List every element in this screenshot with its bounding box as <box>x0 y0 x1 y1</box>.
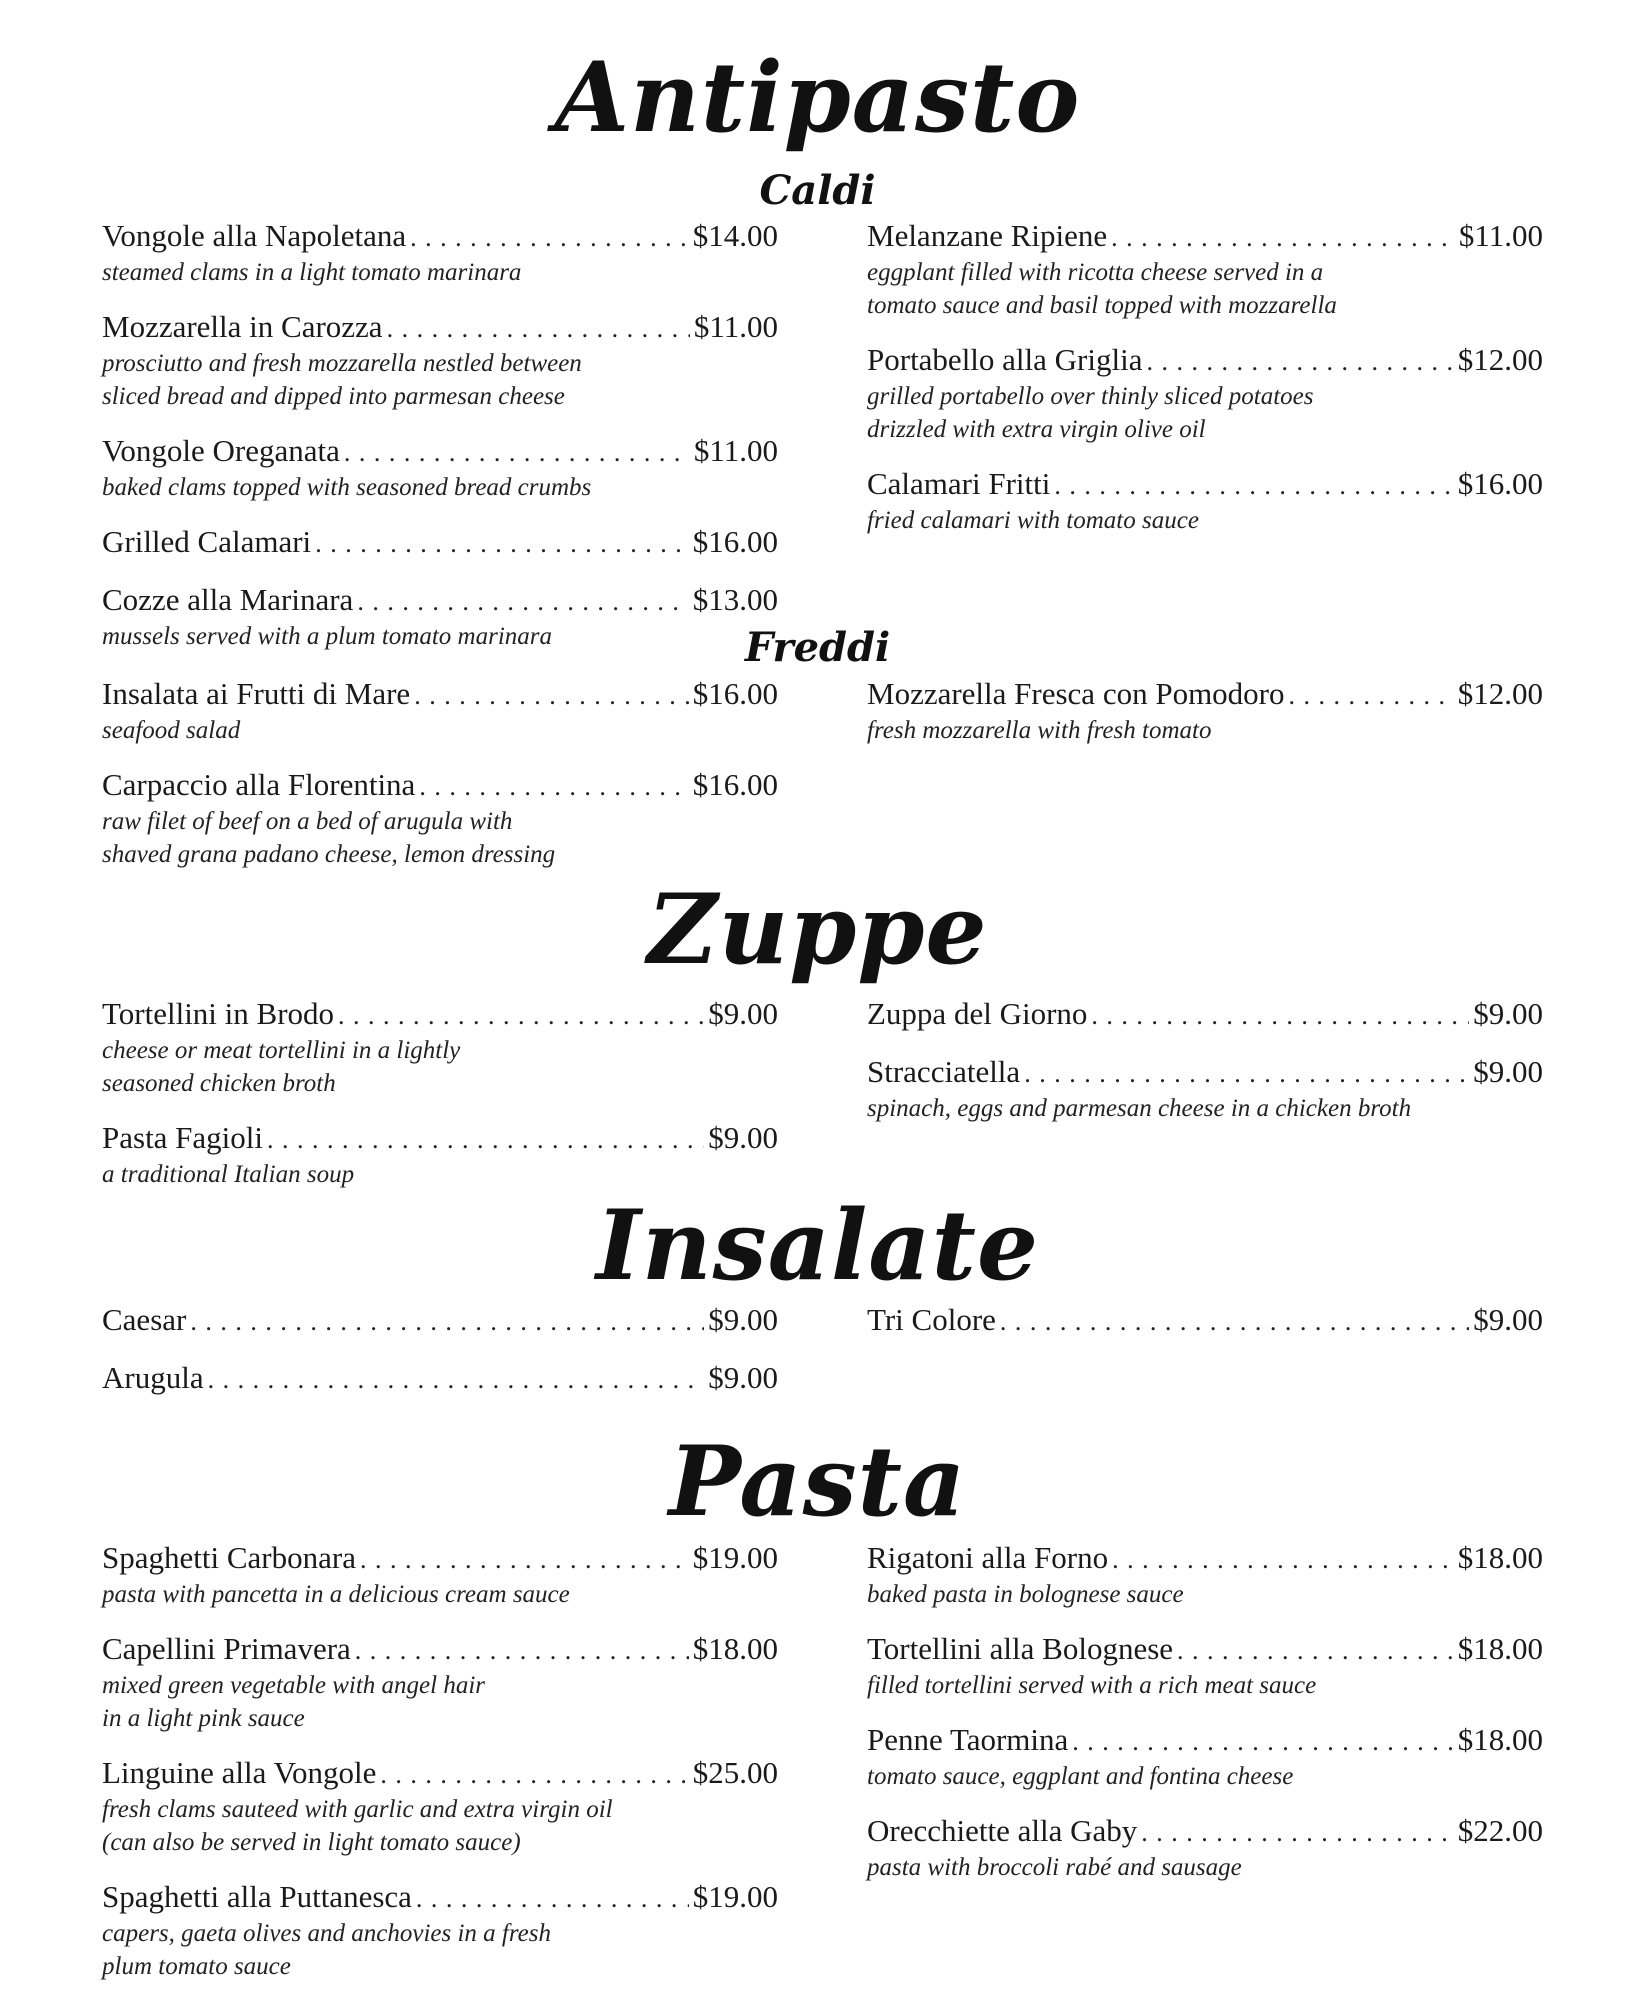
menu-item <box>867 1631 1543 1702</box>
menu-item-description: cheese or meat tortellini in a lightly <box>102 1037 461 1064</box>
menu-item-price: $9.00 <box>708 1360 778 1395</box>
menu-item-description: a traditional Italian soup <box>102 1161 355 1188</box>
menu-item <box>102 996 778 1100</box>
menu-item <box>867 466 1543 537</box>
menu-item <box>102 676 778 747</box>
menu-item-line <box>102 582 778 620</box>
menu-item <box>102 1120 778 1191</box>
menu-item-line <box>102 1631 778 1669</box>
menu-item-line <box>102 309 778 347</box>
menu-item-price: $16.00 <box>692 676 778 711</box>
menu-item-price: $18.00 <box>1457 1722 1543 1757</box>
menu-item-description: plum tomato sauce <box>102 1953 291 1980</box>
menu-item-price: $9.00 <box>1473 996 1543 1031</box>
menu-item <box>102 1879 778 1983</box>
menu-item-line <box>867 218 1543 256</box>
menu-item-line <box>102 1540 778 1578</box>
menu-item-price: $19.00 <box>692 1540 778 1575</box>
menu-item-name: Portabello alla Griglia <box>867 342 1143 377</box>
menu-item-price: $9.00 <box>708 996 778 1031</box>
dot-leader <box>1024 1054 1469 1092</box>
dot-leader <box>419 767 688 805</box>
menu-item-price: $16.00 <box>1457 466 1543 501</box>
menu-item-description: fried calamari with tomato sauce <box>867 507 1199 534</box>
menu-item-description: seafood salad <box>102 717 241 744</box>
menu-item <box>867 342 1543 446</box>
menu-item-name: Grilled Calamari <box>102 524 312 559</box>
menu-item-price: $9.00 <box>1473 1302 1543 1337</box>
menu-item-name: Tri Colore <box>867 1302 996 1337</box>
menu-item-price: $12.00 <box>1457 676 1543 711</box>
menu-item-line <box>867 996 1543 1034</box>
menu-item-description: drizzled with extra virgin olive oil <box>867 416 1206 443</box>
freddi-subtitle: Freddi <box>744 624 891 671</box>
menu-item-name: Linguine alla Vongole <box>102 1755 377 1790</box>
menu-item-line <box>102 996 778 1034</box>
freddi-right-column <box>867 676 1543 767</box>
menu-item-line <box>867 1540 1543 1578</box>
dot-leader <box>414 676 689 714</box>
menu-item-line <box>102 676 778 714</box>
menu-item-description: steamed clams in a light tomato marinara <box>102 259 522 286</box>
pasta-title: Pasta <box>668 1425 967 1538</box>
menu-item <box>867 1722 1543 1793</box>
menu-item-description: grilled portabello over thinly sliced potatoes <box>867 383 1314 410</box>
menu-item-description: shaved grana padano cheese, lemon dressing <box>102 841 556 868</box>
menu-item <box>867 676 1543 747</box>
menu-item <box>102 1360 778 1398</box>
menu-item-name: Arugula <box>102 1360 204 1395</box>
menu-item <box>867 1540 1543 1611</box>
menu-item <box>867 1813 1543 1884</box>
menu-item-price: $18.00 <box>1457 1540 1543 1575</box>
menu-item-description: fresh clams sauteed with garlic and extra virgin oil <box>102 1796 613 1823</box>
menu-item-name: Melanzane Ripiene <box>867 218 1108 253</box>
menu-item-description: mixed green vegetable with angel hair <box>102 1672 485 1699</box>
menu-item-description: spinach, eggs and parmesan cheese in a chicken broth <box>867 1095 1412 1122</box>
menu-item-price: $18.00 <box>1457 1631 1543 1666</box>
menu-item-name: Vongole Oreganata <box>102 433 340 468</box>
antipasto-title: Antipasto <box>554 41 1081 154</box>
pasta-right-column <box>867 1540 1543 1904</box>
menu-item <box>102 767 778 871</box>
caldi-left-column <box>102 218 778 673</box>
menu-item-name: Capellini Primavera <box>102 1631 351 1666</box>
menu-item <box>102 524 778 562</box>
dot-leader <box>190 1302 704 1340</box>
menu-item <box>867 1054 1543 1125</box>
menu-item-description: in a light pink sauce <box>102 1705 305 1732</box>
dot-leader <box>1177 1631 1454 1669</box>
caldi-right-column <box>867 218 1543 557</box>
menu-item-description: filled tortellini served with a rich meat sauce <box>867 1672 1317 1699</box>
zuppe-title: Zuppe <box>647 873 988 986</box>
menu-item-description: prosciutto and fresh mozzarella nestled between <box>102 350 582 377</box>
menu-item <box>867 1302 1543 1340</box>
menu-item-price: $9.00 <box>708 1120 778 1155</box>
menu-item-description: baked clams topped with seasoned bread crumbs <box>102 474 592 501</box>
menu-item <box>102 1755 778 1859</box>
menu-item-name: Rigatoni alla Forno <box>867 1540 1109 1575</box>
menu-item-name: Pasta Fagioli <box>102 1120 264 1155</box>
menu-item-price: $18.00 <box>692 1631 778 1666</box>
menu-item-name: Caesar <box>102 1302 187 1337</box>
menu-item-description: baked pasta in bolognese sauce <box>867 1581 1184 1608</box>
menu-item-line <box>102 1755 778 1793</box>
menu-item-line <box>867 1054 1543 1092</box>
menu-item-description: capers, gaeta olives and anchovies in a fresh <box>102 1920 551 1947</box>
dot-leader <box>344 433 690 471</box>
menu-item-price: $11.00 <box>693 433 778 468</box>
menu-item <box>102 218 778 289</box>
menu-item-name: Stracciatella <box>867 1054 1021 1089</box>
menu-item-description: (can also be served in light tomato sauce) <box>102 1829 521 1856</box>
caldi-subtitle: Caldi <box>759 167 876 214</box>
menu-item-description: pasta with pancetta in a delicious cream sauce <box>102 1581 570 1608</box>
insalate-left-column <box>102 1302 778 1418</box>
dot-leader <box>1091 996 1469 1034</box>
menu-item-price: $14.00 <box>692 218 778 253</box>
menu-item-description: mussels served with a plum tomato marinara <box>102 623 552 650</box>
menu-item-description: tomato sauce, eggplant and fontina cheese <box>867 1763 1294 1790</box>
menu-item-line <box>102 1120 778 1158</box>
menu-item-name: Insalata ai Frutti di Mare <box>102 676 411 711</box>
menu-item-price: $16.00 <box>692 524 778 559</box>
dot-leader <box>267 1120 704 1158</box>
menu-item-name: Orecchiette alla Gaby <box>867 1813 1138 1848</box>
menu-item-line <box>102 433 778 471</box>
menu-item-name: Vongole alla Napoletana <box>102 218 407 253</box>
dot-leader <box>1111 218 1455 256</box>
menu-item-name: Calamari Fritti <box>867 466 1051 501</box>
menu-item-price: $11.00 <box>1458 218 1543 253</box>
menu-item-name: Carpaccio alla Florentina <box>102 767 416 802</box>
dot-leader <box>1072 1722 1453 1760</box>
menu-item-price: $11.00 <box>693 309 778 344</box>
menu-item-line <box>102 1879 778 1917</box>
menu-item-line <box>102 1302 778 1340</box>
dot-leader <box>357 582 688 620</box>
menu-item <box>867 218 1543 322</box>
menu-item-name: Penne Taormina <box>867 1722 1069 1757</box>
menu-item <box>102 1631 778 1735</box>
menu-item-price: $16.00 <box>692 767 778 802</box>
dot-leader <box>1146 342 1453 380</box>
menu-item-description: tomato sauce and basil topped with mozzarella <box>867 292 1337 319</box>
menu-item-description: raw filet of beef on a bed of arugula with <box>102 808 513 835</box>
menu-item-description: pasta with broccoli rabé and sausage <box>867 1854 1242 1881</box>
menu-item-line <box>867 1302 1543 1340</box>
menu-item-name: Cozze alla Marinara <box>102 582 354 617</box>
dot-leader <box>360 1540 689 1578</box>
dot-leader <box>380 1755 688 1793</box>
menu-item-price: $22.00 <box>1457 1813 1543 1848</box>
menu-item <box>867 996 1543 1034</box>
menu-item-name: Tortellini alla Bolognese <box>867 1631 1174 1666</box>
menu-item <box>102 1302 778 1340</box>
insalate-title: Insalate <box>595 1189 1040 1302</box>
menu-item-name: Mozzarella in Carozza <box>102 309 383 344</box>
dot-leader <box>208 1360 705 1398</box>
freddi-left-column <box>102 676 778 891</box>
menu-item-name: Spaghetti alla Puttanesca <box>102 1879 412 1914</box>
menu-item-line <box>102 524 778 562</box>
menu-item-name: Zuppa del Giorno <box>867 996 1088 1031</box>
menu-item-name: Tortellini in Brodo <box>102 996 335 1031</box>
menu-item-line <box>867 1813 1543 1851</box>
menu-item-description: fresh mozzarella with fresh tomato <box>867 717 1212 744</box>
menu-item-price: $13.00 <box>692 582 778 617</box>
menu-item-price: $12.00 <box>1457 342 1543 377</box>
menu-item-price: $25.00 <box>692 1755 778 1790</box>
menu-item-price: $19.00 <box>692 1879 778 1914</box>
menu-item-line <box>867 1631 1543 1669</box>
zuppe-right-column <box>867 996 1543 1145</box>
pasta-left-column <box>102 1540 778 2003</box>
zuppe-left-column <box>102 996 778 1211</box>
menu-item-line <box>867 466 1543 504</box>
dot-leader <box>1289 676 1454 714</box>
menu-item-description: sliced bread and dipped into parmesan cheese <box>102 383 565 410</box>
dot-leader <box>315 524 689 562</box>
menu-item-line <box>102 218 778 256</box>
menu-item-name: Mozzarella Fresca con Pomodoro <box>867 676 1285 711</box>
menu-item-price: $9.00 <box>708 1302 778 1337</box>
menu-item-price: $9.00 <box>1473 1054 1543 1089</box>
dot-leader <box>1054 466 1453 504</box>
dot-leader <box>1112 1540 1454 1578</box>
dot-leader <box>387 309 690 347</box>
menu-item-line <box>867 342 1543 380</box>
menu-item-line <box>102 767 778 805</box>
menu-item-name: Spaghetti Carbonara <box>102 1540 356 1575</box>
menu-item-line <box>867 1722 1543 1760</box>
menu-item-description: seasoned chicken broth <box>102 1070 336 1097</box>
menu-item <box>102 309 778 413</box>
dot-leader <box>1141 1813 1454 1851</box>
menu-item-description: eggplant filled with ricotta cheese served in a <box>867 259 1324 286</box>
menu-item <box>102 433 778 504</box>
dot-leader <box>410 218 689 256</box>
menu-item-line <box>867 676 1543 714</box>
dot-leader <box>416 1879 689 1917</box>
menu-item <box>102 1540 778 1611</box>
insalate-right-column <box>867 1302 1543 1360</box>
dot-leader <box>355 1631 689 1669</box>
dot-leader <box>1000 1302 1469 1340</box>
menu-item-line <box>102 1360 778 1398</box>
dot-leader <box>338 996 704 1034</box>
